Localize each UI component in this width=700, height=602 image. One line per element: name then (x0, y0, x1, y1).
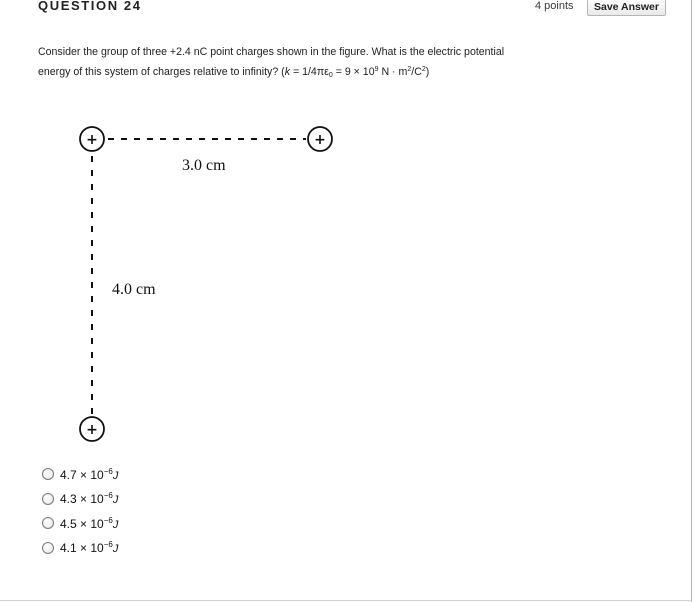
option-mantissa: 4.1 × 10 (60, 541, 104, 556)
answer-option[interactable] (42, 511, 118, 536)
option-label (60, 516, 118, 531)
save-answer-button[interactable]: Save Answer (587, 0, 666, 16)
question-text-part: Consider the group of three +2.4 nC point charges shown in the figure. What is the electric potential energy of this system of charges relative to infinity? ( (38, 46, 505, 78)
option-mantissa: 4.3 × 10 (60, 492, 104, 507)
option-unit: J (112, 469, 119, 482)
radio-button[interactable] (42, 493, 54, 505)
answer-option[interactable] (42, 536, 118, 561)
points-label: 4 points (535, 0, 574, 12)
plus-icon: + (314, 132, 326, 148)
option-unit: J (112, 494, 119, 507)
radio-button[interactable] (42, 468, 54, 480)
vertical-distance-label: 4.0 cm (112, 281, 156, 298)
charge-bottom-left (80, 417, 104, 441)
option-exponent: −6 (103, 540, 113, 550)
option-unit: J (112, 518, 119, 531)
option-label (60, 491, 118, 506)
question-text-part: /C (411, 66, 422, 78)
answer-option[interactable] (42, 487, 118, 512)
option-mantissa: 4.7 × 10 (60, 467, 104, 482)
exponent: 9 (374, 66, 379, 73)
answer-option[interactable] (42, 462, 118, 487)
option-mantissa: 4.5 × 10 (60, 516, 104, 531)
option-exponent: −6 (103, 466, 113, 476)
option-exponent: −6 (103, 515, 113, 525)
charge-top-left (80, 127, 104, 151)
question-text-part: = 9 × 10 (332, 66, 375, 78)
option-exponent: −6 (103, 491, 113, 501)
question-text-part: N · m (378, 66, 408, 78)
question-text-part: ) (425, 66, 430, 78)
option-unit: J (112, 543, 119, 556)
answer-options (42, 462, 118, 560)
exponent: 2 (421, 66, 426, 73)
plus-icon: + (86, 422, 98, 438)
question-text-part: = 1/4πε (290, 66, 329, 78)
plus-icon: + (86, 132, 98, 148)
radio-button[interactable] (42, 542, 54, 554)
question-title: QUESTION 24 (38, 0, 142, 13)
k-symbol: k (284, 66, 291, 78)
exponent: 2 (407, 66, 412, 73)
radio-button[interactable] (42, 517, 54, 529)
option-label (60, 467, 118, 482)
epsilon-subscript: 0 (328, 72, 333, 79)
charge-top-right (308, 127, 332, 151)
horizontal-distance-label: 3.0 cm (182, 157, 226, 174)
option-label (60, 540, 118, 555)
